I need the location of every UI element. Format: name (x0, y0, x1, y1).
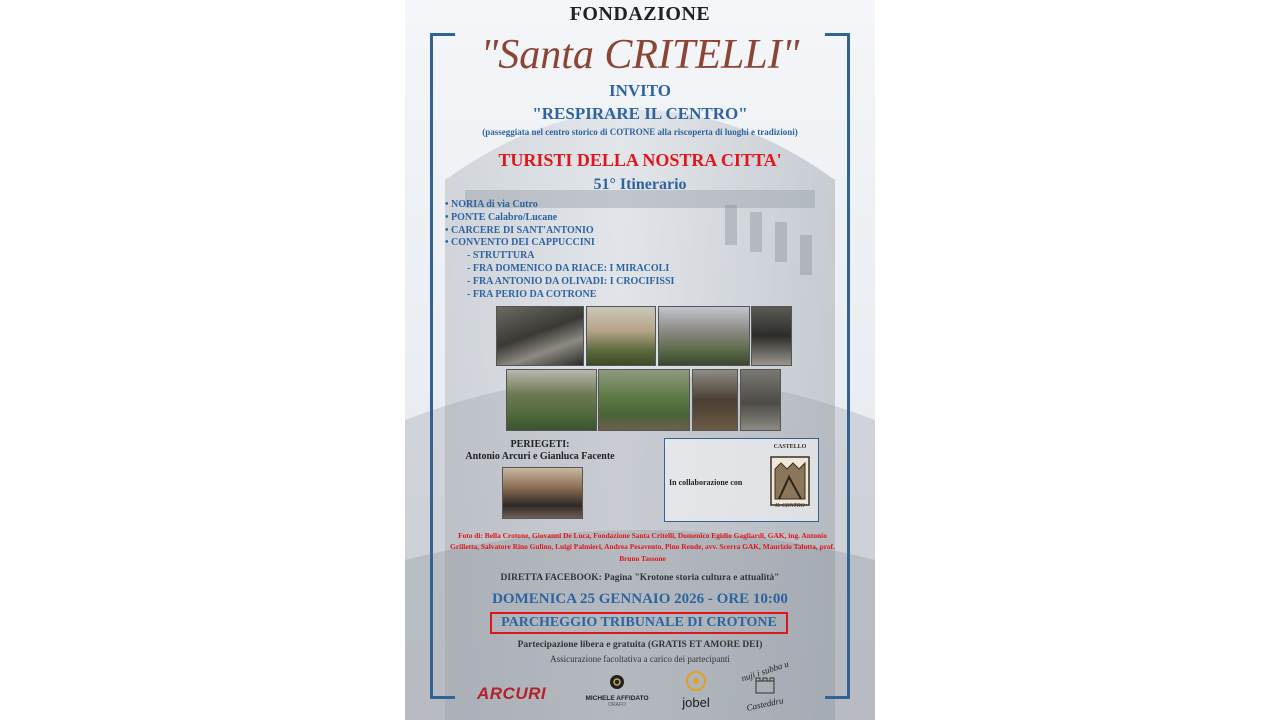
michele-affidato-logo (577, 674, 657, 714)
nuji-subba-logo (733, 658, 797, 718)
photo-tour-group (658, 306, 750, 366)
event-subtitle: (passeggiata nel centro storico di COTRONE alla riscoperta di luoghi e tradizioni) (482, 127, 798, 137)
insurance-note: Assicurazione facoltativa a carico dei partecipanti (550, 654, 730, 664)
periegeti-names: Antonio Arcuri e Gianluca Facente (465, 451, 615, 462)
affidato-emblem-icon (609, 674, 625, 690)
collab-logo-caption-bottom: IL CENTRO (775, 503, 805, 509)
photo-noria-excavation (496, 306, 584, 366)
collab-logo-caption-top: CASTELLO (773, 444, 807, 450)
itinerary-item: • CONVENTO DEI CAPPUCCINI (445, 237, 595, 249)
headline: TURISTI DELLA NOSTRA CITTA' (498, 150, 782, 170)
foundation-name: "Santa CRITELLI" (480, 32, 800, 78)
photo-prison-interior (751, 306, 792, 366)
affidato-name: MICHELE AFFIDATO (585, 695, 649, 702)
periegeti-block (455, 439, 625, 463)
affidato-sub: ORAFO (608, 702, 626, 708)
itinerary-item: • PONTE Calabro/Lucane (445, 211, 558, 223)
photo-stone-arch (740, 369, 781, 431)
facebook-live: DIRETTA FACEBOOK: Pagina "Krotone storia cultura e attualità" (500, 573, 780, 583)
collaboration-box (664, 438, 819, 522)
arcuri-logo (477, 684, 565, 708)
itinerary-subitem: - FRA PERIO DA COTRONE (467, 288, 597, 300)
itinerary-subitem: - FRA DOMENICO DA RIACE: I MIRACOLI (467, 262, 670, 274)
photo-cloister-aerial (598, 369, 690, 431)
itinerary-subitem: - STRUTTURA (467, 250, 535, 262)
jobel-emblem-icon (682, 670, 710, 692)
collaboration-label: In collaborazione con (669, 478, 743, 487)
event-date-time: DOMENICA 25 GENNAIO 2026 - ORE 10:00 (492, 591, 788, 607)
jobel-logo (675, 670, 717, 714)
invitation-poster (405, 0, 875, 720)
itinerary-list (445, 199, 674, 301)
arcuri-logo-text: ARCURI (477, 684, 547, 703)
itinerary-item: • NORIA di via Cutro (445, 199, 538, 210)
foundation-prefix: FONDAZIONE (569, 3, 711, 25)
photo-guides (502, 467, 583, 519)
periegeti-label: PERIEGETI: (510, 439, 570, 450)
nuji-text-top: nuji i subba u (740, 658, 790, 684)
photo-credits: Foto di: Bella Crotone, Giovanni De Luca, Fondazione Santa Critelli, Domenico Egidio Gagliardi, GAK, ing. Antonio Grilletta, Salvatore Rino Gulino, Luigi Palmieri, Andrea Pesavento, Pino Rende, avv. Scerra GAK, Maurizio Talotta, prof. Bruno Tassone (450, 531, 835, 563)
invito-heading: INVITO (608, 81, 672, 100)
nuji-text-bottom: Casteddru (745, 695, 785, 713)
photo-church-portal (692, 369, 738, 431)
photo-bridge-group (586, 306, 656, 366)
photo-convent-garden (506, 369, 597, 431)
itinerary-item: • CARCERE DI SANT'ANTONIO (445, 224, 594, 236)
itinerary-number: 51° Itinerario (593, 176, 687, 193)
meeting-point: PARCHEGGIO TRIBUNALE DI CROTONE (490, 612, 788, 634)
jobel-text: jobel (682, 695, 710, 710)
event-title: "RESPIRARE IL CENTRO" (532, 104, 748, 123)
participation-note: Partecipazione libera e gratuita (GRATIS ET AMORE DEI) (517, 640, 763, 650)
itinerary-subitem: - FRA ANTONIO DA OLIVADI: I CROCIFISSI (467, 275, 675, 287)
